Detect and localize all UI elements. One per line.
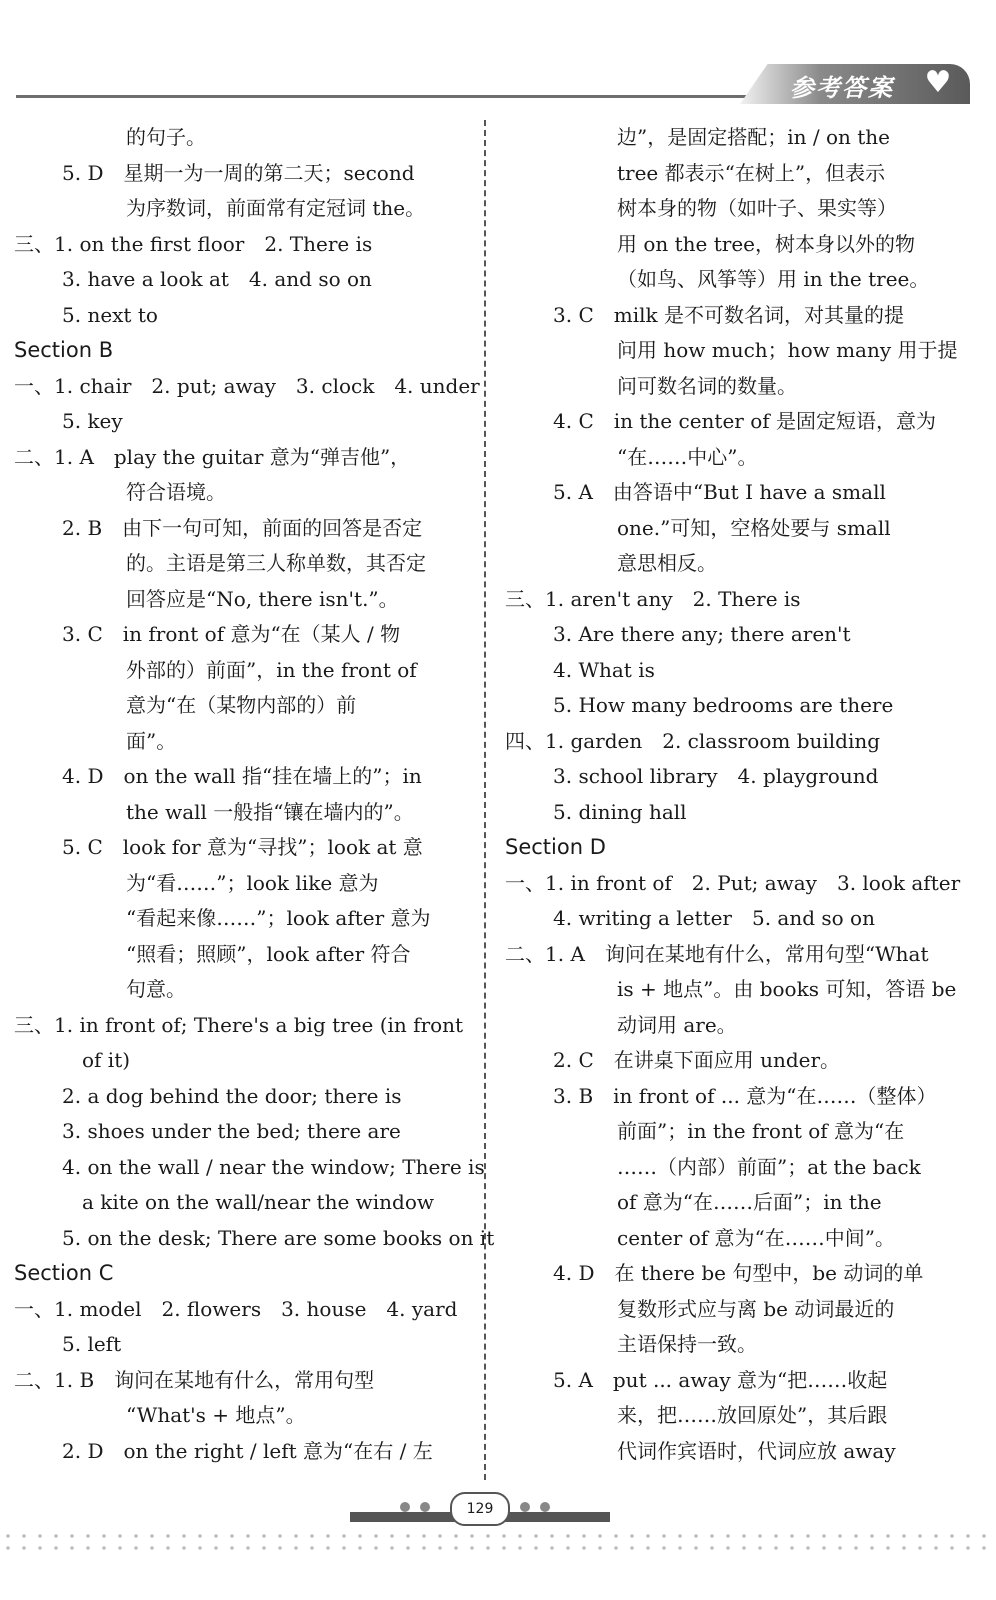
answer-line: 问用 how much；how many 用于提: [617, 338, 958, 362]
answer-line: 2. D on the right / left 意为“在右 / 左: [62, 1438, 433, 1463]
footer-dot-icon: [420, 1502, 430, 1512]
answer-line: 5. D 星期一为一周的第二天；second: [62, 160, 415, 185]
answer-line: 用 on the tree，树本身以外的物: [617, 231, 916, 256]
answer-line: 来，把……放回原处”，其后跟: [617, 1403, 888, 1427]
answer-line: 2. B 由下一句可知，前面的回答是否定: [62, 515, 423, 540]
answer-line: 一、1. model 2. flowers 3. house 4. yard: [14, 1296, 458, 1321]
answer-line: 二、1. B 询问在某地有什么，常用句型: [14, 1367, 375, 1392]
answer-line: 3. C milk 是不可数名词，对其量的提: [553, 302, 904, 327]
answer-line: （如鸟、风筝等）用 in the tree。: [617, 267, 930, 291]
answer-line: 代词作宾语时，代词应放 away: [617, 1438, 896, 1463]
answer-line: 动词用 are。: [617, 1012, 737, 1037]
answer-line: 三、1. in front of; There's a big tree (in front: [14, 1012, 464, 1037]
answer-line: 2. C 在讲桌下面应用 under。: [553, 1048, 841, 1072]
answer-line: “看起来像……”；look after 意为: [126, 906, 431, 930]
answer-line: 5. A put ... away 意为“把……收起: [553, 1367, 888, 1392]
section-heading: Section D: [505, 835, 606, 859]
page-footer: [0, 1490, 996, 1600]
answer-line: 的。主语是第三人称单数，其否定: [126, 551, 426, 575]
answer-line: is + 地点”。由 books 可知，答语 be: [617, 977, 957, 1001]
column-divider: [484, 120, 486, 1480]
answer-line: “What's + 地点”。: [126, 1403, 306, 1427]
answer-line: 问可数名词的数量。: [617, 373, 797, 398]
answer-line: “在……中心”。: [617, 444, 758, 469]
answer-line: “照看；照顾”，look after 符合: [126, 941, 411, 966]
answer-line: 二、1. A play the guitar 意为“弹吉他”，: [14, 444, 411, 469]
answer-line: one.”可知，空格处要与 small: [617, 515, 891, 540]
answer-line: 5. on the desk; There are some books on it: [62, 1225, 495, 1250]
right-column: [505, 120, 961, 1469]
answer-line: 4. writing a letter 5. and so on: [553, 906, 875, 930]
answer-line: 外部的）前面”，in the front of: [126, 657, 417, 682]
answer-line: 前面”；in the front of 意为“在: [617, 1119, 905, 1143]
answer-line: 2. a dog behind the door; there is: [62, 1083, 402, 1108]
answer-line: 二、1. A 询问在某地有什么，常用句型“What: [505, 941, 929, 966]
answer-line: 5. A 由答语中“But I have a small: [553, 480, 886, 504]
footer-dot-icon: [400, 1502, 410, 1512]
answer-line: 5. key: [62, 409, 123, 433]
answer-line: 意为“在（某物内部的）前: [126, 693, 357, 717]
answer-line: 4. on the wall / near the window; There is: [62, 1154, 485, 1179]
footer-dot-pattern: [0, 1530, 996, 1554]
answer-line: of 意为“在……后面”；in the: [617, 1190, 882, 1214]
answer-line: 的句子。: [126, 125, 206, 149]
answer-line: 三、1. aren't any 2. There is: [505, 586, 801, 611]
answer-line: 意思相反。: [617, 551, 717, 575]
answer-line: 主语保持一致。: [617, 1332, 757, 1356]
answer-line: 3. shoes under the bed; there are: [62, 1119, 401, 1143]
answer-line: 4. D on the wall 指“挂在墙上的”；in: [62, 764, 422, 788]
answer-line: 四、1. garden 2. classroom building: [505, 728, 881, 753]
answer-line: 3. have a look at 4. and so on: [62, 267, 372, 291]
answer-line: 三、1. on the first floor 2. There is: [14, 231, 373, 256]
answer-line: 4. C in the center of 是固定短语，意为: [553, 409, 936, 433]
answer-line: 为“看……”；look like 意为: [126, 870, 379, 895]
footer-dot-icon: [520, 1502, 530, 1512]
header-title: 参考答案: [790, 74, 894, 102]
footer-dot-icon: [540, 1502, 550, 1512]
answer-line: 3. C in front of 意为“在（某人 / 物: [62, 622, 401, 646]
answer-line: 为序数词，前面常有定冠词 the。: [126, 196, 426, 220]
answer-line: center of 意为“在……中间”。: [617, 1225, 895, 1250]
answer-line: the wall 一般指“镶在墙内的”。: [126, 799, 414, 824]
answer-line: 3. B in front of ... 意为“在……（整体）: [553, 1083, 937, 1108]
answer-line: 5. next to: [62, 302, 158, 327]
answer-line: a kite on the wall/near the window: [62, 1190, 435, 1214]
answer-line: 5. dining hall: [553, 799, 687, 824]
page-number: 129: [450, 1492, 510, 1526]
answer-line: of it): [62, 1048, 131, 1072]
answer-line: 符合语境。: [126, 480, 226, 504]
answer-line: 3. Are there any; there aren't: [553, 622, 851, 646]
answer-line: tree 都表示“在树上”，但表示: [617, 160, 886, 185]
answer-line: 面”。: [126, 728, 177, 753]
answer-line: 5. How many bedrooms are there: [553, 693, 894, 717]
answer-line: 树本身的物（如叶子、果实等）: [617, 196, 897, 220]
answer-line: 边”，是固定搭配；in / on the: [617, 125, 890, 149]
section-heading: Section C: [14, 1261, 114, 1285]
answer-line: 3. school library 4. playground: [553, 764, 879, 788]
answer-line: 4. D 在 there be 句型中，be 动词的单: [553, 1261, 924, 1285]
page-header: [0, 0, 996, 110]
heart-logo-icon: ♥: [924, 65, 952, 100]
left-column: [14, 120, 495, 1469]
answer-line: 一、1. in front of 2. Put; away 3. look after: [505, 870, 961, 895]
answer-line: 一、1. chair 2. put; away 3. clock 4. under: [14, 373, 480, 398]
answer-line: 5. left: [62, 1332, 122, 1356]
section-heading: Section B: [14, 338, 114, 362]
answer-line: ……（内部）前面”；at the back: [617, 1154, 921, 1179]
answer-line: 句意。: [126, 977, 186, 1001]
answer-line: 回答应是“No, there isn't.”。: [126, 586, 399, 611]
answer-line: 5. C look for 意为“寻找”；look at 意: [62, 835, 423, 859]
answer-line: 4. What is: [553, 657, 655, 682]
answer-line: 复数形式应与离 be 动词最近的: [617, 1296, 895, 1321]
